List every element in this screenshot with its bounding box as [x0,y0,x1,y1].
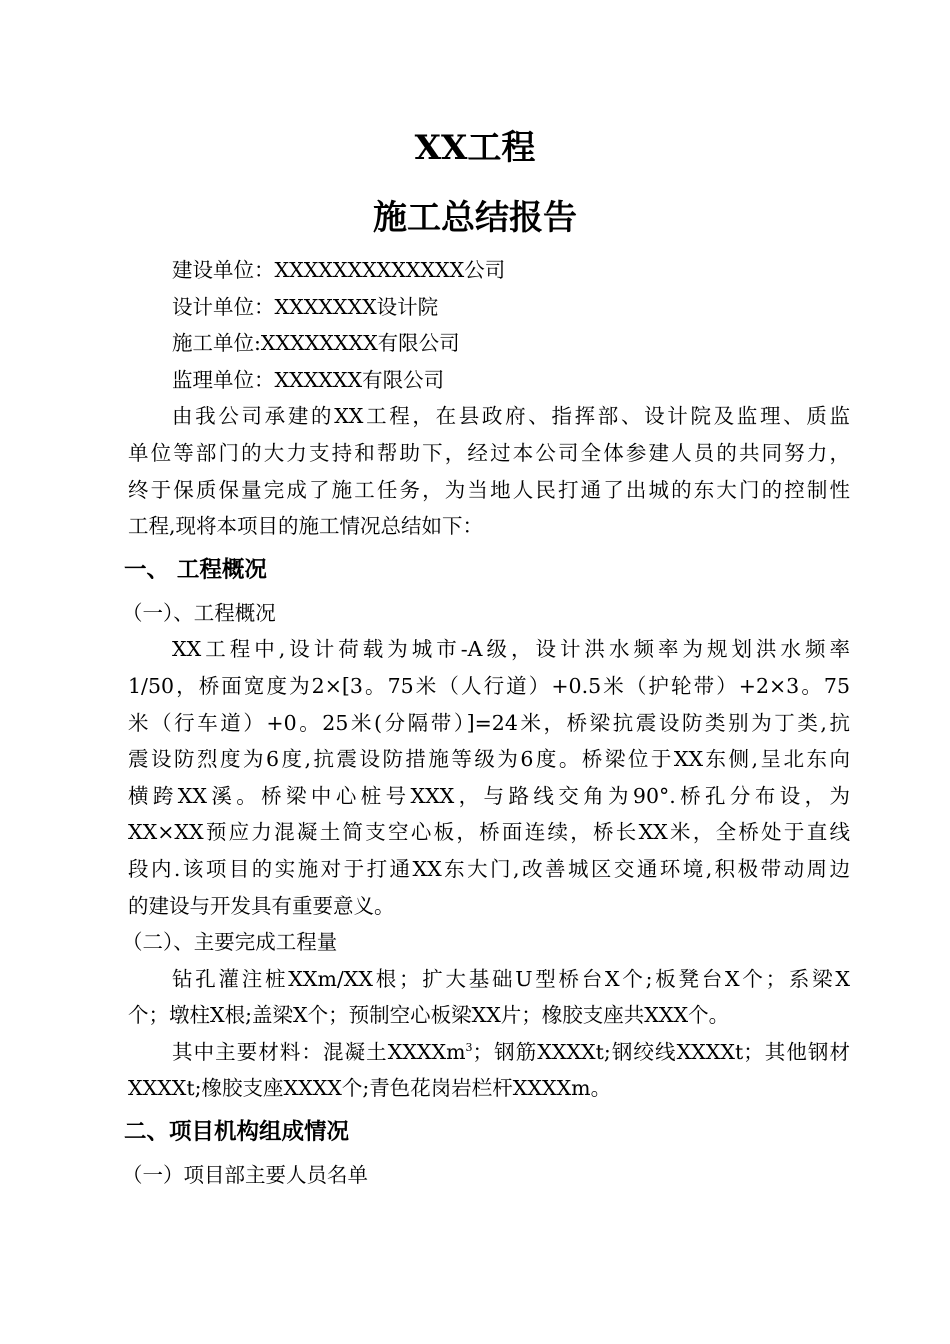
overview-line: 横跨XX溪。桥梁中心桩号XXX，与路线交角为90°.桥孔分布设，为 [128,783,850,808]
materials-line-2: XXXXt;橡胶支座XXXX个;青色花岗岩栏杆XXXXm。 [128,1076,612,1101]
overview-line: XX工程中,设计荷载为城市-A级，设计洪水频率为规划洪水频率 [172,637,850,662]
unit-supervision: 监理单位：XXXXXX有限公司 [172,367,445,392]
materials-text-b: ；钢筋XXXXt;钢绞线XXXXt；其他钢材 [472,1039,850,1064]
overview-line: 1/50，桥面宽度为2×[3。75米（人行道）+0.5米（护轮带）+2×3。75 [128,673,850,698]
section1-sub2-heading: （二）、主要完成工程量 [122,930,338,955]
overview-line: XX×XX预应力混凝土简支空心板，桥面连续，桥长XX米，全桥处于直线 [128,820,850,845]
section2-heading: 二、项目机构组成情况 [124,1119,350,1146]
materials-superscript: 3 [465,1041,473,1055]
overview-line: 段内.该项目的实施对于打通XX东大门,改善城区交通环境,积极带动周边 [128,856,850,881]
document-title: XX工程 [414,128,536,168]
section1-sub1-heading: （一）、工程概况 [122,600,276,625]
section2-sub1-heading: （一）项目部主要人员名单 [122,1163,368,1188]
document-subtitle: 施工总结报告 [373,198,577,238]
quantity-line: 钻孔灌注桩XXm/XX根；扩大基础U型桥台X个;板凳台X个；系梁X [172,966,850,991]
overview-line: 震设防烈度为6度,抗震设防措施等级为6度。桥梁位于XX东侧,呈北东向 [128,747,850,772]
intro-line: 终于保质保量完成了施工任务，为当地人民打通了出城的东大门的控制性 [128,477,850,502]
overview-line: 米（行车道）+0。25米(分隔带）]=24米，桥梁抗震设防类别为丁类,抗 [128,710,850,735]
unit-builder: 施工单位:XXXXXXXX有限公司 [172,331,460,356]
unit-construction: 建设单位：XXXXXXXXXXXXX公司 [172,258,506,282]
unit-design: 设计单位：XXXXXXX设计院 [172,294,439,319]
document-body [122,252,850,1194]
materials-text-a: 其中主要材料：混凝土XXXXm [172,1039,466,1064]
section1-heading: 一、 工程概况 [124,556,267,583]
materials-line [128,1034,850,1071]
intro-line: 工程,现将本项目的施工情况总结如下： [128,514,484,539]
intro-line: 由我公司承建的XX工程，在县政府、指挥部、设计院及监理、质监 [172,404,850,429]
overview-line: 的建设与开发具有重要意义。 [128,893,395,918]
intro-line: 单位等部门的大力支持和帮助下，经过本公司全体参建人员的共同努力， [128,440,850,465]
quantity-line: 个；墩柱X根;盖梁X个；预制空心板梁XX片；橡胶支座共XXX个。 [128,1003,730,1028]
